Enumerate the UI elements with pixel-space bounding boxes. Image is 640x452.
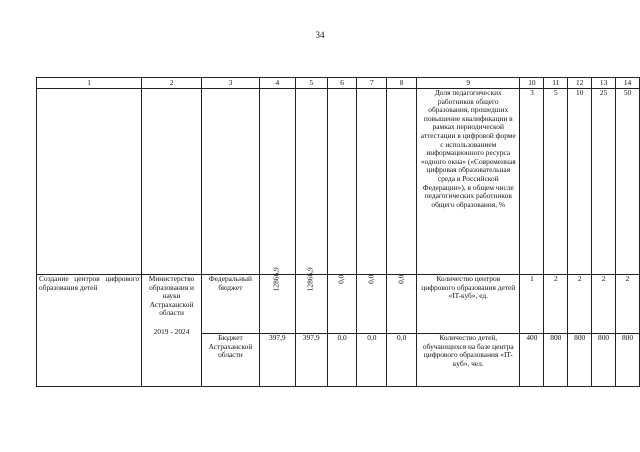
col-header-9: 9 [417, 78, 520, 89]
col-header-1: 1 [37, 78, 142, 89]
value-2023: 2 [592, 275, 616, 334]
value-2024: 50 [616, 89, 640, 275]
col-header-7: 7 [357, 78, 387, 89]
amount-total-cell [259, 267, 295, 334]
page-number: 34 [315, 30, 325, 40]
amount-value: 0,0 [357, 334, 387, 387]
executor-cell [142, 275, 202, 387]
activity-cell: Создание центров цифрового образования детей [37, 275, 142, 387]
amount-total: 397,9 [259, 334, 295, 387]
col-header-11: 11 [544, 78, 568, 89]
amount-value: 0,0 [336, 274, 346, 284]
value-2024: 2 [616, 275, 640, 334]
table-row [37, 89, 640, 275]
column-number-row [37, 78, 640, 89]
amount-value: 12866,9 [305, 267, 315, 292]
period-text: 2019 - 2024 [153, 326, 190, 336]
col-header-4: 4 [259, 78, 295, 89]
program-table [36, 77, 640, 387]
value-2023: 25 [592, 89, 616, 275]
amount-cell [327, 275, 357, 334]
value-2020: 400 [520, 334, 544, 387]
indicator-cell: Доля педагогических работников общего образования, прошедших повышение квалификации в рамках периодической аттестации в цифровой форме с использованием информационного ресурса «одного окна» («Современная цифровая образовательная среда в Российской Федерации»), в общем числе педагогических работников общего образования, % [417, 89, 520, 275]
amount-value: 0,0 [396, 274, 406, 284]
amount-total: 12866,9 [272, 267, 281, 292]
funding-source-cell: Бюджет Астраханской области [202, 334, 260, 387]
col-header-13: 13 [592, 78, 616, 89]
indicator-cell: Количество центров цифрового образования детей «IT-куб», ед. [417, 275, 520, 334]
col-header-8: 8 [387, 78, 417, 89]
col-header-5: 5 [295, 78, 327, 89]
col-header-3: 3 [202, 78, 260, 89]
funding-source-cell: Федеральный бюджет [202, 275, 260, 334]
col-header-10: 10 [520, 78, 544, 89]
value-2022: 10 [568, 89, 592, 275]
executor-text: Министерство образования и науки Астраханской области [148, 274, 195, 318]
amount-cell [357, 275, 387, 334]
col-header-2: 2 [142, 78, 202, 89]
value-2023: 800 [592, 334, 616, 387]
value-2024: 800 [616, 334, 640, 387]
col-header-6: 6 [327, 78, 357, 89]
amount-cell [295, 267, 327, 334]
col-header-12: 12 [568, 78, 592, 89]
col-header-14: 14 [616, 78, 640, 89]
value-2020: 1 [520, 275, 544, 334]
amount-cell [387, 275, 417, 334]
value-2022: 2 [568, 275, 592, 334]
value-2022: 800 [568, 334, 592, 387]
amount-value: 0,0 [366, 274, 376, 284]
indicator-cell: Количество детей, обучающихся на базе центра цифрового образования «IT-куб», чел. [417, 334, 520, 387]
amount-value: 0,0 [387, 334, 417, 387]
value-2021: 800 [544, 334, 568, 387]
value-2020: 3 [520, 89, 544, 275]
amount-value: 0,0 [327, 334, 357, 387]
value-2021: 2 [544, 275, 568, 334]
table-row [37, 275, 640, 334]
value-2021: 5 [544, 89, 568, 275]
amount-value: 397,9 [295, 334, 327, 387]
